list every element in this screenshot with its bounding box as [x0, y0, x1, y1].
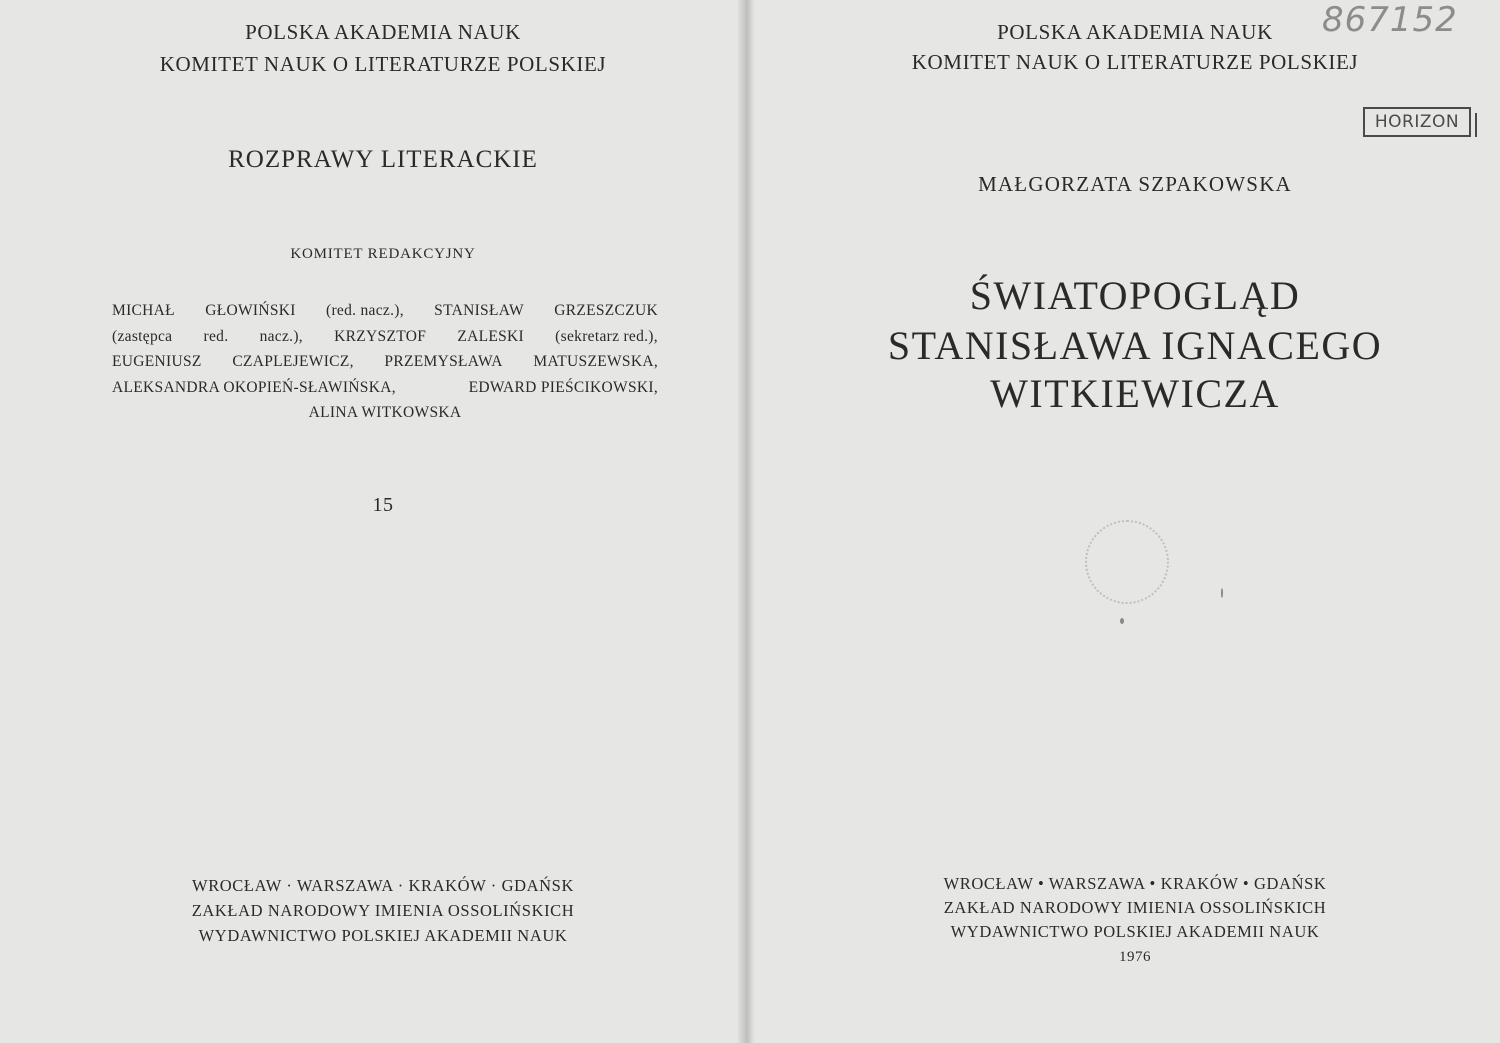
title-line-3: WITKIEWICZA — [990, 371, 1280, 416]
left-imprint-publisher: ZAKŁAD NARODOWY IMIENIA OSSOLIŃSKICH — [191, 901, 575, 920]
editors-row-1 — [112, 298, 658, 324]
left-imprint-cities: WROCŁAW · WARSZAWA · KRAKÓW · GDAŃSK — [192, 876, 574, 895]
editor-text: MICHAŁ — [112, 302, 175, 319]
editor-text: KRZYSZTOF — [334, 327, 427, 345]
title-line-2: STANISŁAWA IGNACEGO — [887, 323, 1383, 368]
editor-text: STANISŁAW — [434, 302, 524, 319]
editor-text: (red. nacz.), — [325, 302, 404, 319]
ink-speck — [1120, 618, 1124, 624]
publication-year: 1976 — [1119, 949, 1151, 965]
editor-text: EUGENIUSZ — [112, 353, 202, 370]
right-header-academy: POLSKA AKADEMIA NAUK — [997, 20, 1273, 44]
editor-text: nacz.), — [259, 327, 303, 345]
series-title: ROZPRAWY LITERACKIE — [228, 146, 538, 173]
editors-row-4 — [112, 375, 658, 401]
editor-text: red. — [203, 327, 229, 345]
right-imprint-cities: WROCŁAW • WARSZAWA • KRAKÓW • GDAŃSK — [943, 874, 1327, 893]
editor-text: ZALESKI — [457, 327, 524, 345]
library-stamp: HORIZON — [1363, 107, 1471, 137]
left-imprint-academy: WYDAWNICTWO POLSKIEJ AKADEMII NAUK — [198, 926, 568, 945]
title-line-1: ŚWIATOPOGLĄD — [969, 273, 1301, 318]
editors-list — [112, 298, 658, 426]
editor-text: ALINA WITKOWSKA — [308, 404, 462, 421]
editor-text: ALEKSANDRA OKOPIEŃ-SŁAWIŃSKA, — [112, 378, 396, 396]
faded-stamp-mark — [1085, 520, 1169, 604]
editor-text: CZAPLEJEWICZ, — [232, 353, 354, 370]
editor-text: EDWARD PIEŚCIKOWSKI, — [468, 378, 658, 396]
right-header-committee: KOMITET NAUK O LITERATURZE POLSKIEJ — [911, 50, 1359, 74]
editor-text: PRZEMYSŁAWA — [384, 353, 503, 370]
left-header-academy: POLSKA AKADEMIA NAUK — [245, 20, 521, 44]
editors-row-2 — [112, 324, 658, 350]
editor-text: GŁOWIŃSKI — [205, 302, 296, 319]
left-header-committee: KOMITET NAUK O LITERATURZE POLSKIEJ — [159, 52, 607, 76]
editors-row-5 — [112, 400, 658, 426]
right-imprint-academy: WYDAWNICTWO POLSKIEJ AKADEMII NAUK — [950, 922, 1320, 941]
editors-row-3 — [112, 349, 658, 375]
book-author: MAŁGORZATA SZPAKOWSKA — [978, 172, 1292, 196]
ink-speck — [1221, 588, 1223, 598]
committee-heading: KOMITET REDAKCYJNY — [290, 246, 476, 262]
editor-text: MATUSZEWSKA, — [533, 353, 658, 370]
editor-text: GRZESZCZUK — [554, 302, 658, 319]
volume-number: 15 — [372, 494, 394, 516]
handwritten-catalog-number: 867152 — [1322, 0, 1458, 40]
editor-text: (sekretarz red.), — [555, 327, 658, 345]
right-imprint-publisher: ZAKŁAD NARODOWY IMIENIA OSSOLIŃSKICH — [943, 898, 1327, 917]
editor-text: (zastępca — [112, 327, 173, 345]
